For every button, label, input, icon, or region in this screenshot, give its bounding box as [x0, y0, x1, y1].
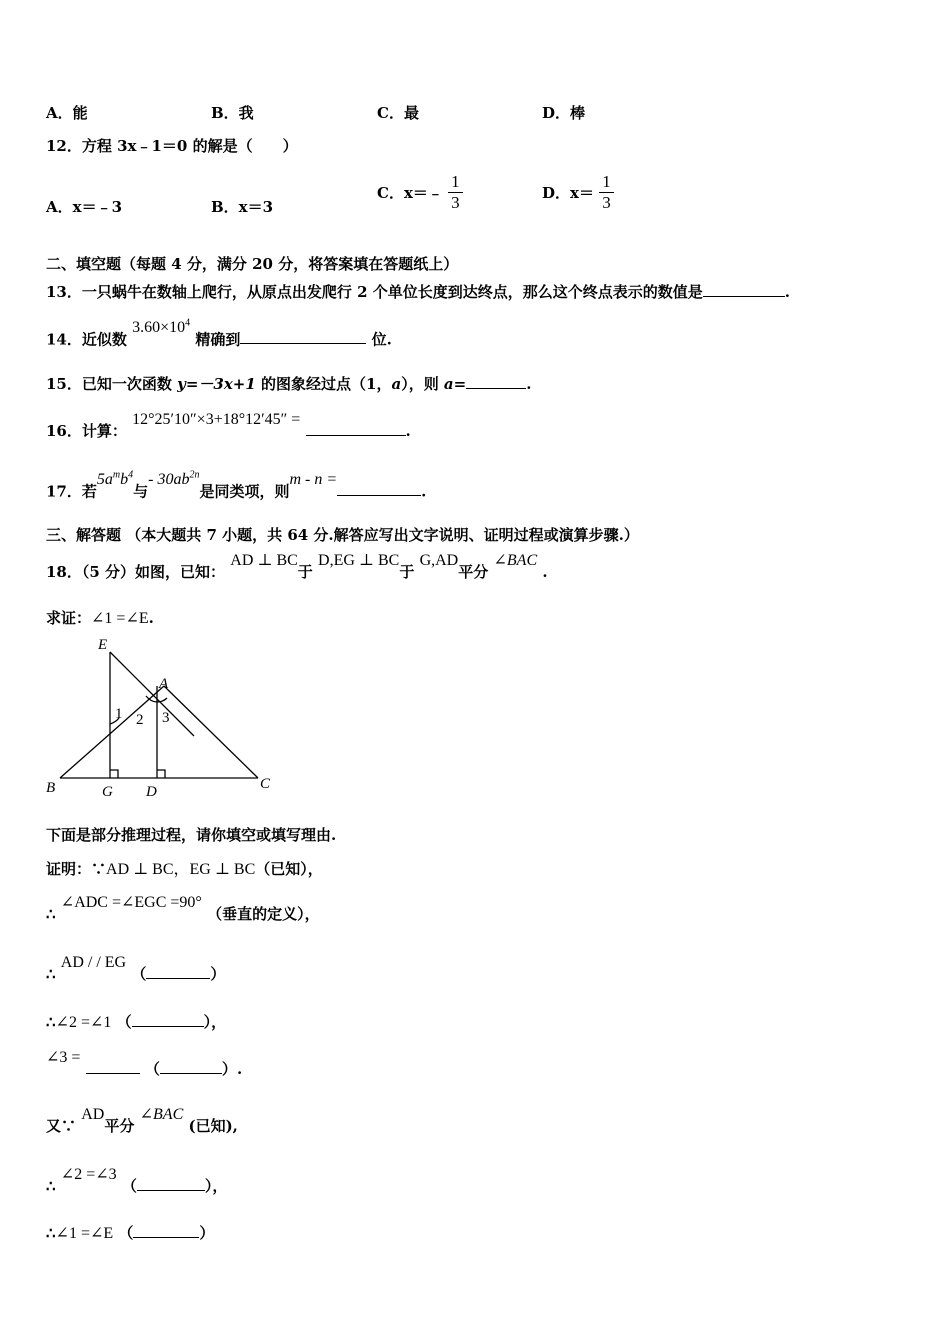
q14-math-exp: 4	[185, 318, 191, 329]
proof-line5-post: .	[236, 1060, 243, 1078]
q15	[46, 373, 531, 393]
q17-term2	[148, 471, 199, 488]
proof-line-5	[46, 1049, 243, 1079]
proof-line4-math: ∠2 =∠1	[55, 1014, 112, 1031]
proof-line6-post: (已知),	[188, 1117, 238, 1135]
q12-option-d	[542, 172, 614, 213]
therefore-symbol: ∴	[46, 905, 56, 923]
q18-math-2: D,EG ⊥ BC	[318, 552, 400, 569]
q12-stem: 12．方程 3x﹣1＝0 的解是（ ）	[46, 137, 298, 155]
reason-blank[interactable]	[160, 1058, 222, 1074]
figure-label-d: D	[146, 784, 157, 800]
proof-line7-math: ∠2 =∠3	[60, 1166, 117, 1183]
q15-a: a	[391, 375, 402, 393]
proof-line8-math: ∠1 =∠E	[55, 1225, 114, 1242]
proof-line3-math: AD / / EG	[60, 954, 127, 971]
q16-math: 12°25′10″×3+18°12′45″ =	[132, 411, 301, 428]
answer-blank[interactable]	[86, 1058, 140, 1074]
figure-label-b: B	[46, 780, 56, 796]
q15-func: y=－3x+1	[177, 375, 256, 393]
q12-d-fraction	[599, 172, 614, 213]
q17-term1-a: 5a	[96, 471, 113, 489]
q13-text: 13．一只蜗牛在数轴上爬行，从原点出发爬行 2 个单位长度到达终点，那么这个终点表示的数值是	[46, 283, 703, 301]
q17-term1-exp-4: 4	[128, 470, 134, 481]
q18-prove-end: .	[148, 609, 154, 627]
figure-label-2: 2	[136, 712, 144, 728]
proof-line5-math: ∠3 =	[46, 1049, 81, 1066]
proof-line-7	[46, 1166, 228, 1196]
reason-blank[interactable]	[137, 1175, 205, 1191]
q18-prove-math: ∠1 =∠E	[91, 610, 149, 627]
q15-a2: a=	[443, 375, 467, 393]
proof-line6-math-2: ∠BAC	[139, 1106, 184, 1123]
q16-end: .	[405, 422, 411, 440]
q18	[46, 552, 548, 582]
section2-title: 二、填空题（每题 4 分，满分 20 分，将答案填在答题纸上）	[46, 255, 459, 273]
paren-close: ）	[199, 1224, 215, 1242]
geometry-figure	[40, 632, 280, 802]
proof-line-8	[46, 1222, 214, 1243]
figure-label-1: 1	[115, 706, 123, 722]
q18-yu2: 于	[399, 563, 415, 581]
therefore-symbol: ∴	[46, 1013, 56, 1031]
q15-end: .	[526, 375, 532, 393]
figure-label-c: C	[260, 776, 271, 792]
q12-c-label: C．x＝﹣	[377, 184, 443, 202]
q11-option-a: A．能	[46, 104, 88, 122]
right-angle-g	[110, 770, 118, 778]
right-angle-d	[157, 770, 165, 778]
q12-c-fraction	[448, 172, 463, 213]
paren-close: ）	[204, 1177, 213, 1195]
q18-math-1: AD ⊥ BC	[230, 552, 298, 569]
answer-blank[interactable]	[240, 328, 366, 344]
q12-d-label: D．x＝	[542, 184, 594, 202]
answer-blank[interactable]	[466, 373, 526, 389]
figure-label-a: A	[159, 676, 169, 692]
proof-line-2	[46, 894, 320, 924]
q17-term2-exp: 2n	[189, 470, 200, 481]
proof-line-4	[46, 1011, 226, 1032]
paren-close: ）	[221, 1060, 237, 1078]
q15-pre: 15．已知一次函数	[46, 375, 178, 393]
paren-open: （	[131, 965, 147, 983]
proof-line-6	[46, 1106, 238, 1136]
q17-term2-base: - 30ab	[148, 471, 190, 489]
q12-option-c	[377, 172, 463, 213]
fraction-denominator: 3	[602, 193, 611, 212]
q17	[46, 470, 427, 501]
section3-title: 三、解答题 （本大题共 7 小题，共 64 分.解答应写出文字说明、证明过程或演算步骤.）	[46, 526, 639, 544]
proof-line7-post: ，	[212, 1177, 228, 1195]
q13	[46, 281, 790, 301]
q17-end: .	[421, 482, 427, 501]
q14-end: 位.	[371, 330, 392, 349]
figure-label-e: E	[98, 637, 108, 653]
q18-math-4: ∠BAC	[493, 552, 538, 569]
q14-pre: 14．近似数	[46, 330, 127, 349]
q14-math-base: 3.60×10	[132, 319, 186, 337]
q14	[46, 318, 392, 349]
proof-line1-math: AD ⊥ BC，EG ⊥ BC	[106, 861, 256, 878]
fraction-numerator: 1	[448, 172, 463, 193]
q12-option-b: B．x＝3	[211, 198, 274, 216]
reason-blank[interactable]	[146, 963, 210, 979]
q16	[46, 411, 411, 441]
q15-mid2: ），则	[401, 375, 444, 393]
answer-blank[interactable]	[703, 281, 785, 297]
q18-math-3: G,AD	[419, 552, 459, 569]
q18-prove-label: 求证：	[46, 609, 92, 627]
paren-open: （	[121, 1177, 137, 1195]
q17-term1	[97, 471, 133, 488]
paren-close: ）	[210, 965, 226, 983]
paren-open: （	[144, 1060, 160, 1078]
q11-option-d: D．棒	[542, 104, 586, 122]
proof-line-3	[46, 954, 226, 984]
figure-label-3: 3	[162, 710, 170, 726]
therefore-symbol: ∴	[46, 1177, 56, 1195]
q17-mid1: 与	[133, 482, 149, 501]
proof-line6-pf: 平分	[104, 1117, 135, 1135]
fraction-numerator: 1	[599, 172, 614, 193]
proof-line6-pre: 又∵	[46, 1117, 77, 1135]
proof-line-1	[46, 860, 323, 879]
therefore-symbol: ∴	[46, 1224, 56, 1242]
q12-option-a: A．x＝﹣3	[46, 198, 123, 216]
proof-line1-pre: 证明：∵	[46, 860, 107, 878]
proof-line4-post: ，	[211, 1013, 227, 1031]
proof-line1-post: （已知），	[255, 860, 323, 878]
q14-mid: 精确到	[195, 330, 241, 349]
therefore-symbol: ∴	[46, 965, 56, 983]
q16-pre: 16．计算：	[46, 422, 127, 440]
q18-end: .	[542, 563, 548, 581]
q18-pf: 平分	[458, 563, 489, 581]
fraction-denominator: 3	[451, 193, 460, 212]
q18-pre: 18．（5 分）如图，已知：	[46, 563, 226, 581]
q17-mid2: 是同类项，则	[199, 482, 290, 501]
q15-mid: 的图象经过点（1，	[255, 375, 392, 393]
paren-open: （	[116, 1013, 132, 1031]
q18-prove	[46, 609, 154, 628]
q17-pre: 17．若	[46, 482, 97, 501]
proof-line2-math: ∠ADC =∠EGC =90°	[60, 894, 202, 911]
proof-intro: 下面是部分推理过程，请你填空或填写理由.	[46, 826, 337, 844]
reason-blank[interactable]	[132, 1011, 204, 1027]
q17-term1-exp-m: m	[112, 470, 121, 481]
paren-close: ）	[203, 1013, 212, 1031]
q11-option-c: C．最	[377, 104, 419, 122]
paren-open: （	[118, 1224, 134, 1242]
q17-math: m - n =	[289, 471, 338, 489]
proof-line6-math-1: AD	[81, 1106, 105, 1123]
line-ba	[60, 686, 164, 778]
line-ac	[164, 686, 258, 778]
q18-yu1: 于	[297, 563, 313, 581]
q17-term1-b: b	[120, 471, 129, 489]
figure-label-g: G	[102, 784, 113, 800]
q11-option-b: B．我	[211, 104, 254, 122]
q13-end: .	[784, 283, 790, 301]
answer-blank[interactable]	[337, 480, 421, 496]
answer-blank[interactable]	[306, 420, 406, 436]
reason-blank[interactable]	[133, 1222, 199, 1238]
q14-math	[132, 319, 190, 336]
proof-line2-post: （垂直的定义），	[207, 905, 320, 923]
